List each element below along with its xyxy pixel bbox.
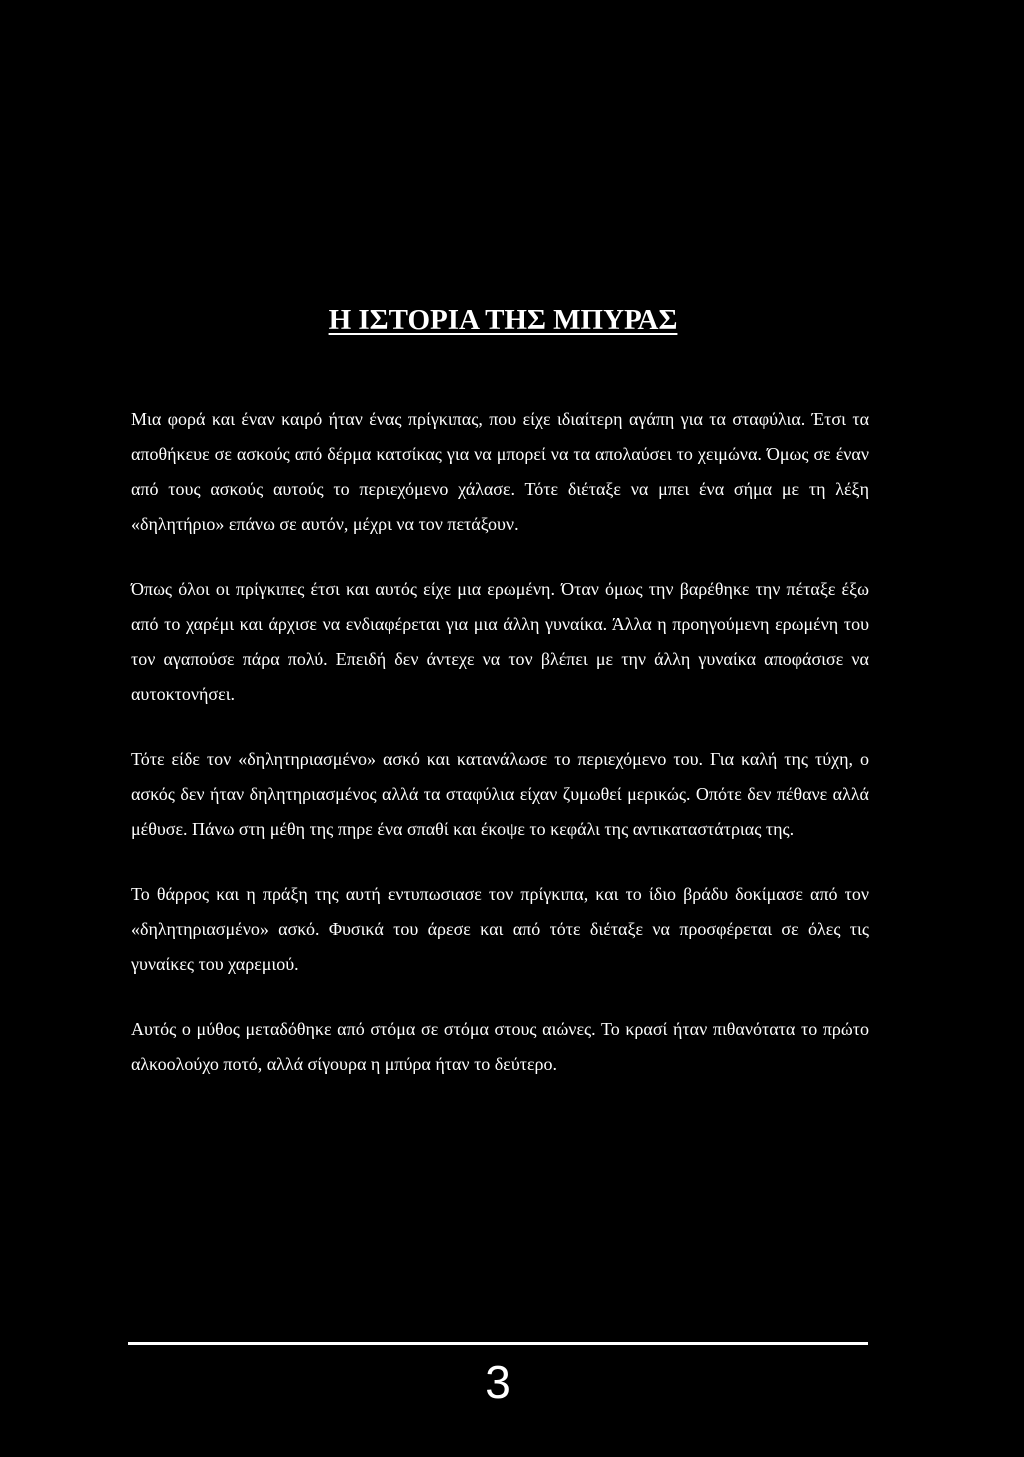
page-number: 3 — [485, 1356, 511, 1408]
paragraph: Όπως όλοι οι πρίγκιπες έτσι και αυτός είχε μια ερωμένη. Όταν όμως την βαρέθηκε την πέταξε έξω από το χαρέμι και άρχισε να ενδιαφέρεται για μια άλλη γυναίκα. Άλλα η προηγούμενη ερωμένη του τον αγαπούσε πάρα πολύ. Επειδή δεν άντεχε να τον βλέπει με την άλλη γυναίκα αποφάσισε να αυτοκτονήσει. — [131, 579, 869, 704]
paragraph: Αυτός ο μύθος μεταδόθηκε από στόμα σε στόμα στους αιώνες. Το κρασί ήταν πιθανότατα το πρώτο αλκοολούχο ποτό, αλλά σίγουρα η μπύρα ήταν το δεύτερο. — [131, 1019, 869, 1074]
body-text — [131, 402, 869, 1112]
paragraph: Μια φορά και έναν καιρό ήταν ένας πρίγκιπας, που είχε ιδιαίτερη αγάπη για τα σταφύλια. Έτσι τα αποθήκευε σε ασκούς από δέρμα κατσίκας για να μπορεί να τα απολαύσει το χειμώνα. Όμως σε έναν από τους ασκούς αυτούς το περιεχόμενο χάλασε. Τότε διέταξε να μπει ένα σήμα με τη λέξη «δηλητήριο» επάνω σε αυτόν, μέχρι να τον πετάξουν. — [131, 409, 869, 534]
paragraph: Τότε είδε τον «δηλητηριασμένο» ασκό και κατανάλωσε το περιεχόμενο του. Για καλή της τύχη, ο ασκός δεν ήταν δηλητηριασμένος αλλά τα σταφύλια είχαν ζυμωθεί μερικώς. Οπότε δεν πέθανε αλλά μέθυσε. Πάνω στη μέθη της πηρε ένα σπαθί και έκοψε το κεφάλι της αντικαταστάτριας της. — [131, 749, 869, 839]
page-title: Η ΙΣΤΟΡΙΑ ΤΗΣ ΜΠΥΡΑΣ — [328, 304, 678, 337]
paragraph: Το θάρρος και η πράξη της αυτή εντυπωσιασε τον πρίγκιπα, και το ίδιο βράδυ δοκίμασε από τον «δηλητηριασμένο» ασκό. Φυσικά του άρεσε και από τότε διέταξε να προσφέρεται σε όλες τις γυναίκες του χαρεμιού. — [131, 884, 869, 974]
footer-divider — [128, 1342, 868, 1345]
